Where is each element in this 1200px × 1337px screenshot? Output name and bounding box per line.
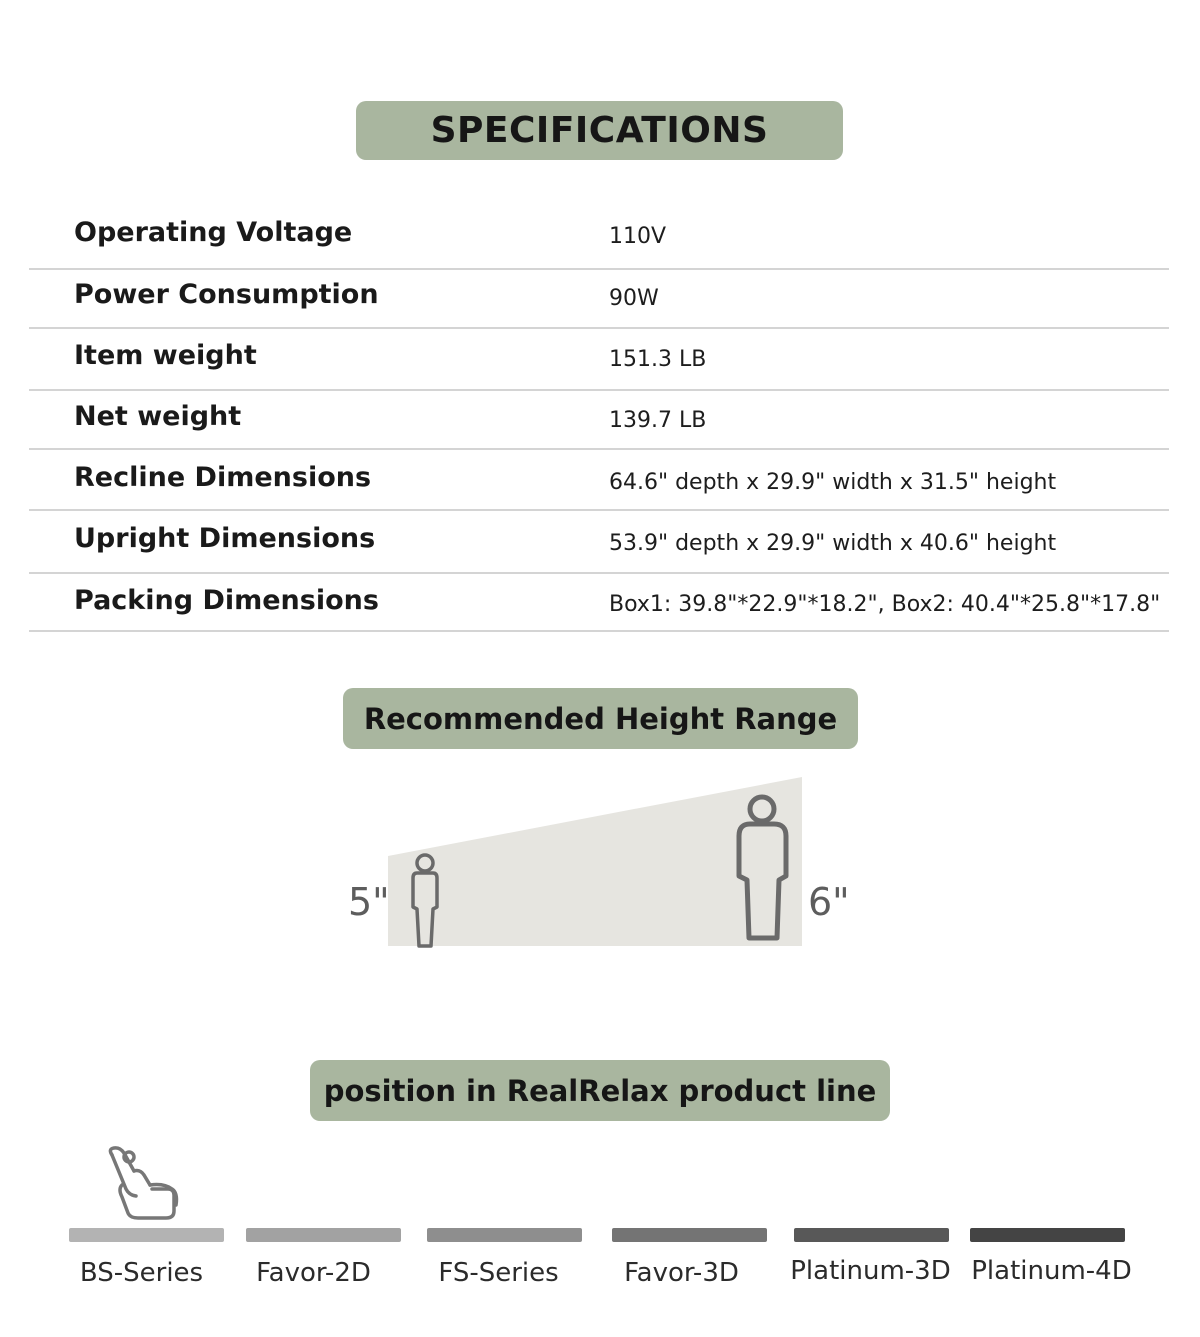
series-label-platinum-3d: Platinum-3D <box>790 1256 951 1286</box>
specifications-heading <box>356 101 843 160</box>
spec-divider <box>29 268 1169 270</box>
spec-value-power-consumption: 90W <box>609 286 659 311</box>
series-label-favor-2d: Favor-2D <box>256 1258 371 1288</box>
spec-value-operating-voltage: 110V <box>609 224 667 249</box>
spec-divider <box>29 448 1169 450</box>
series-label-platinum-4d: Platinum-4D <box>971 1256 1132 1286</box>
series-bar-favor-3d <box>612 1228 767 1242</box>
spec-label-item-weight: Item weight <box>74 340 257 371</box>
spec-label-recline-dimensions: Recline Dimensions <box>74 462 372 493</box>
spec-value-upright-dimensions: 53.9" depth x 29.9" width x 40.6" height <box>609 531 1057 556</box>
product-line-heading <box>310 1060 890 1121</box>
series-bar-fs-series <box>427 1228 582 1242</box>
max-height-label: 6" <box>808 880 850 924</box>
spec-divider <box>29 509 1169 511</box>
series-label-favor-3d: Favor-3D <box>624 1258 739 1288</box>
series-bar-platinum-3d <box>794 1228 949 1242</box>
series-label-fs-series: FS-Series <box>438 1258 559 1288</box>
spec-divider <box>29 389 1169 391</box>
height-range-heading <box>343 688 858 749</box>
series-bar-platinum-4d <box>970 1228 1125 1242</box>
spec-value-item-weight: 151.3 LB <box>609 347 707 372</box>
massage-chair-icon <box>104 1145 184 1221</box>
spec-divider <box>29 630 1169 632</box>
product-line-heading-text: position in RealRelax product line <box>323 1073 877 1108</box>
series-bar-favor-2d <box>246 1228 401 1242</box>
specifications-heading-text: SPECIFICATIONS <box>430 110 769 151</box>
min-height-label: 5" <box>348 880 390 924</box>
spec-label-operating-voltage: Operating Voltage <box>74 217 353 248</box>
series-label-bs-series: BS-Series <box>79 1258 204 1288</box>
spec-divider <box>29 327 1169 329</box>
spec-label-upright-dimensions: Upright Dimensions <box>74 523 376 554</box>
height-range-figure <box>340 770 860 960</box>
spec-value-packing-dimensions: Box1: 39.8"*22.9"*18.2", Box2: 40.4"*25.8"*17.8" <box>609 592 1161 617</box>
spec-value-recline-dimensions: 64.6" depth x 29.9" width x 31.5" height <box>609 470 1057 495</box>
spec-value-net-weight: 139.7 LB <box>609 408 707 433</box>
spec-label-packing-dimensions: Packing Dimensions <box>74 585 379 616</box>
spec-label-net-weight: Net weight <box>74 401 242 432</box>
series-bar-bs-series <box>69 1228 224 1242</box>
height-range-heading-text: Recommended Height Range <box>363 701 838 736</box>
spec-label-power-consumption: Power Consumption <box>74 279 379 310</box>
spec-divider <box>29 572 1169 574</box>
